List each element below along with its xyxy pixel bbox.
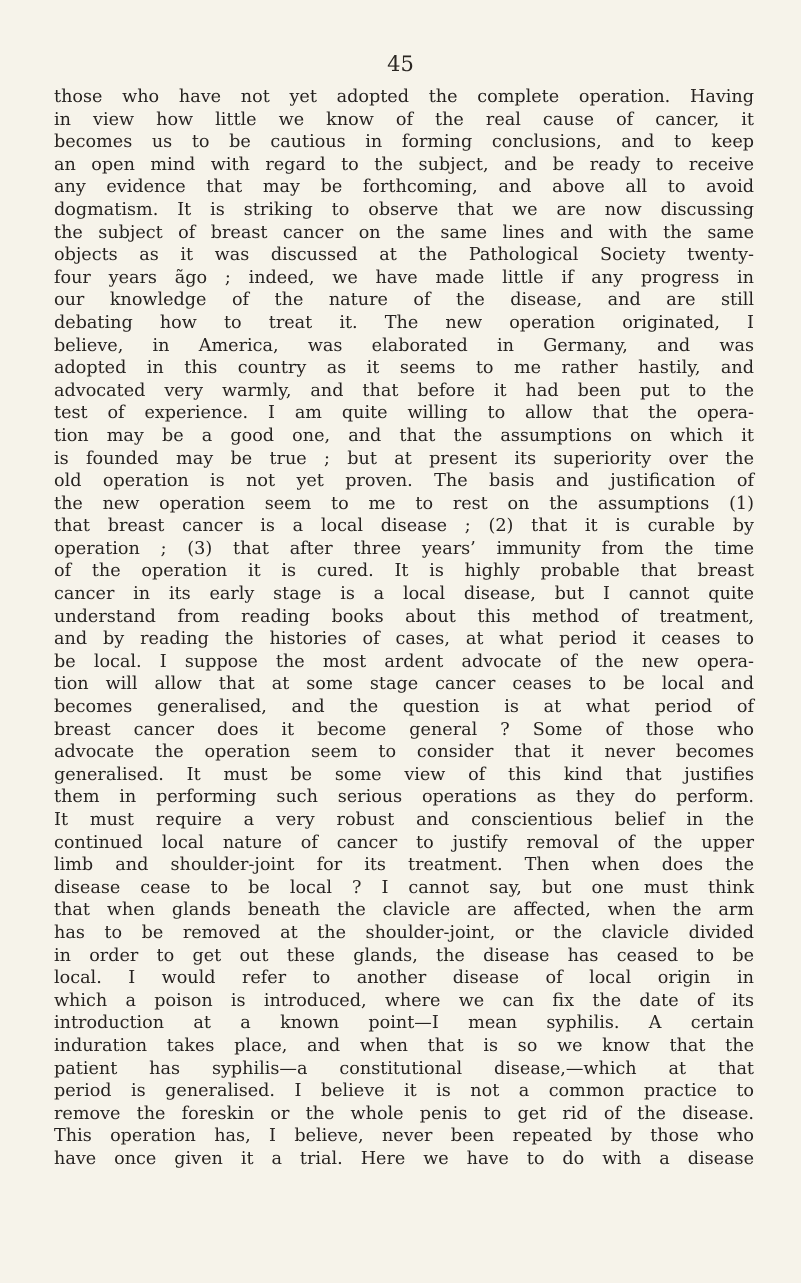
text-line: that breast cancer is a local disease ; (2) that it is curable by [54, 516, 754, 537]
text-line: those who have not yet adopted the complete operation. Having [54, 87, 754, 107]
text-line: cancer in its early stage is a local disease, but I cannot quite [54, 584, 754, 605]
text-line: the subject of breast cancer on the same lines and with the same [54, 222, 754, 243]
text-line: which a poison is introduced, where we can fix the date of its [54, 990, 754, 1011]
text-line: becomes us to be cautious in forming conclusions, and to keep [54, 132, 754, 153]
text-line: tion will allow that at some stage cancer ceases to be local and [54, 674, 754, 695]
text-line: objects as it was discussed at the Pathological Society twenty- [54, 245, 754, 266]
text-line: in view how little we know of the real cause of cancer, it [54, 109, 754, 130]
text-line: believe, in America, was elaborated in Germany, and was [54, 335, 754, 356]
text-line: debating how to treat it. The new operation originated, I [54, 312, 754, 333]
text-line: It must require a very robust and conscientious belief in the [54, 810, 754, 830]
text-line: period is generalised. I believe it is not a common practice to [54, 1081, 754, 1102]
text-line: the new operation seem to me to rest on the assumptions (1) [54, 493, 754, 514]
text-line: dogmatism. It is striking to observe that we are now discussing [54, 199, 754, 220]
text-line: tion may be a good one, and that the assumptions on which it [54, 425, 754, 446]
text-line: continued local nature of cancer to justify removal of the upper [54, 832, 754, 853]
text-line: has to be removed at the shoulder-joint, or the clavicle divided [54, 922, 754, 943]
text-line: advocate the operation seem to consider that it never becomes [54, 742, 754, 763]
text-line: of the operation it is cured. It is highly probable that breast [54, 561, 754, 582]
text-line: disease cease to be local ? I cannot say, but one must think [54, 877, 754, 898]
page-number: 45 [387, 52, 414, 76]
text-line: and by reading the histories of cases, at what period it ceases to [54, 629, 754, 650]
text-line: any evidence that may be forthcoming, and above all to avoid [54, 177, 754, 198]
text-line: an open mind with regard to the subject, and be ready to receive [54, 154, 754, 175]
text-line: operation ; (3) that after three years’ immunity from the time [54, 538, 754, 559]
text-line: induration takes place, and when that is so we know that the [54, 1035, 754, 1056]
text-line: understand from reading books about this method of treatment, [54, 606, 754, 627]
text-line: four years ãgo ; indeed, we have made little if any progress in [54, 267, 754, 288]
text-line: test of experience. I am quite willing to allow that the opera- [54, 403, 754, 424]
text-line: in order to get out these glands, the disease has ceased to be [54, 945, 754, 966]
text-line: generalised. It must be some view of this kind that justifies [54, 764, 754, 785]
text-line: be local. I suppose the most ardent advocate of the new opera- [54, 651, 754, 672]
text-line: is founded may be true ; but at present its superiority over the [54, 448, 754, 469]
text-line: introduction at a known point—I mean syphilis. A certain [54, 1013, 754, 1034]
text-line: have once given it a trial. Here we have to do with a disease [54, 1148, 754, 1169]
text-line: becomes generalised, and the question is at what period of [54, 697, 754, 718]
text-line: breast cancer does it become general ? Some of those who [54, 719, 754, 740]
text-line: that when glands beneath the clavicle are affected, when the arm [54, 900, 754, 921]
text-line: our knowledge of the nature of the disease, and are still [54, 290, 754, 311]
text-line: local. I would refer to another disease of local origin in [54, 968, 754, 989]
text-line: limb and shoulder-joint for its treatment. Then when does the [54, 855, 754, 876]
text-line: advocated very warmly, and that before it had been put to the [54, 380, 754, 401]
text-line: This operation has, I believe, never been repeated by those who [54, 1126, 754, 1147]
text-line: them in performing such serious operations as they do perform. [54, 787, 754, 808]
text-line: old operation is not yet proven. The basis and justification of [54, 471, 754, 492]
text-line: patient has syphilis—a constitutional disease,—which at that [54, 1058, 754, 1079]
body-text [54, 86, 754, 1171]
text-line: remove the foreskin or the whole penis to get rid of the disease. [54, 1103, 754, 1124]
text-line: adopted in this country as it seems to me rather hastily, and [54, 358, 754, 379]
